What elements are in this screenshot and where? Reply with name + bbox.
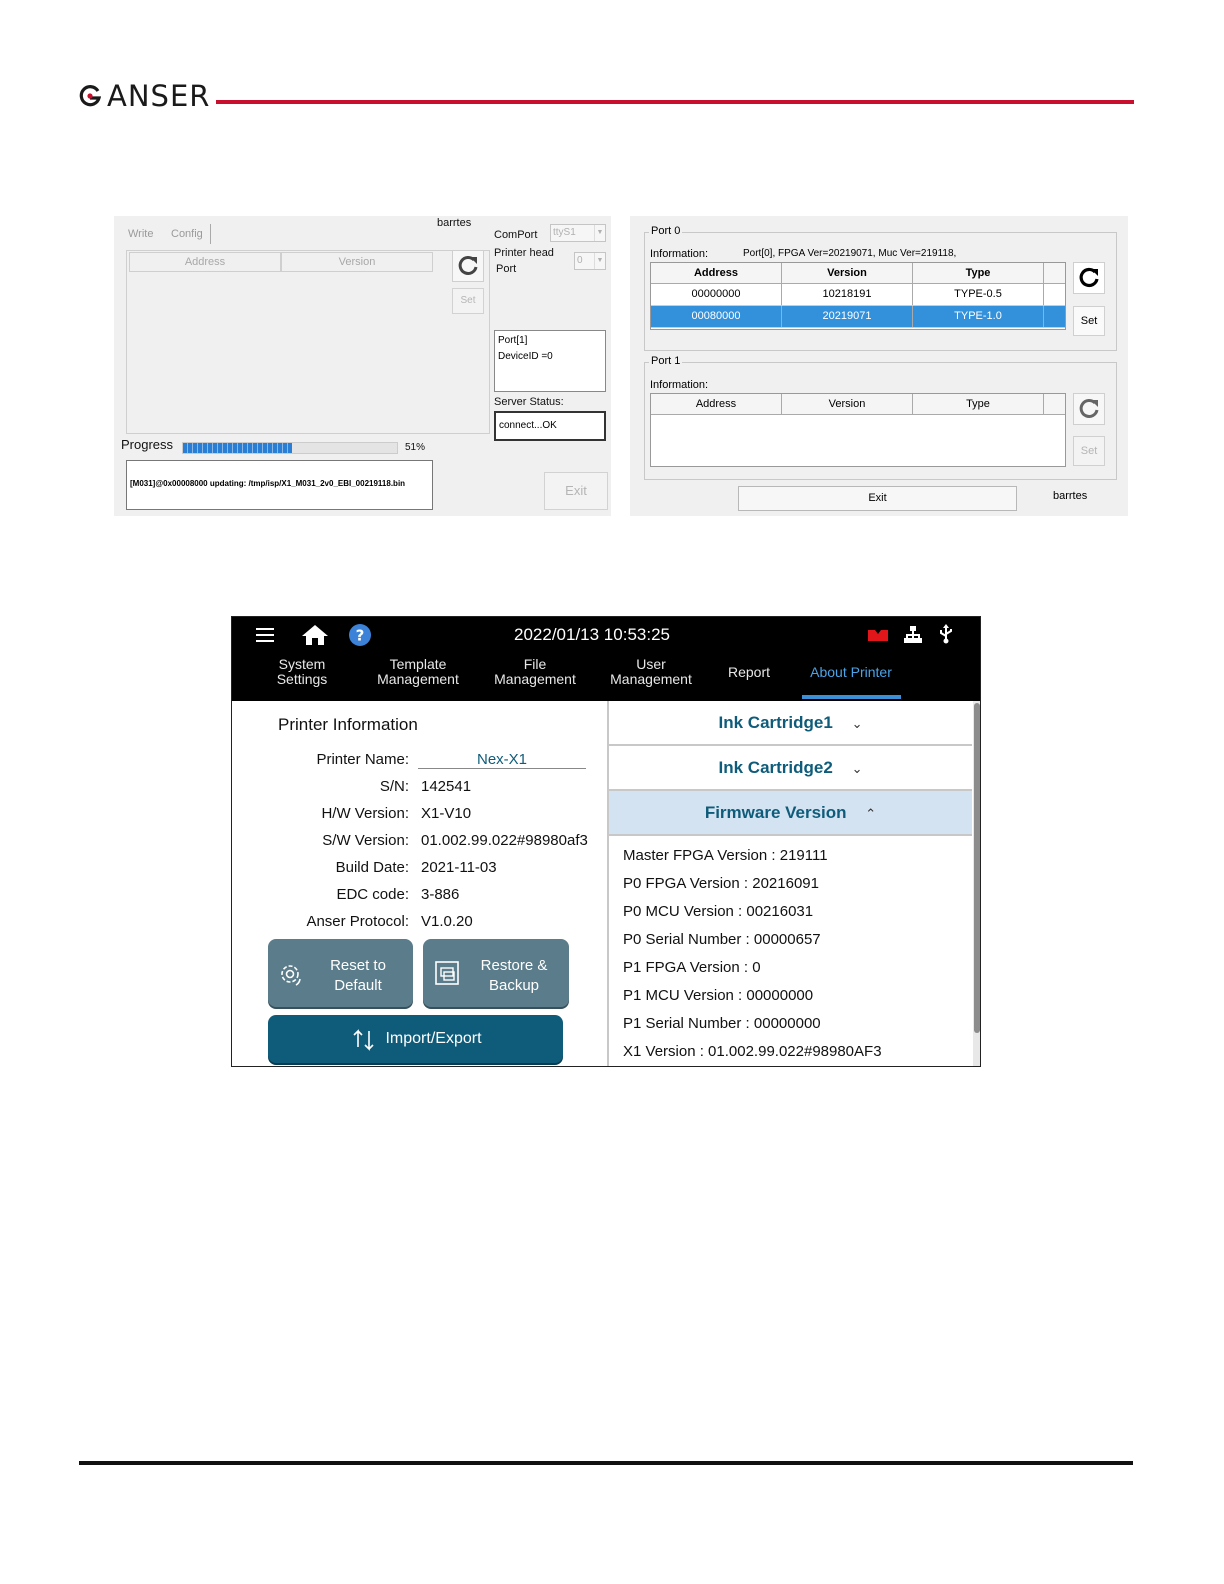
printer-info-pane <box>232 701 609 1067</box>
cell-version: 10218191 <box>782 284 913 305</box>
top-bar <box>232 617 981 701</box>
port1-table-header <box>651 394 1065 415</box>
accordion-title: Ink Cartridge2 <box>718 758 833 777</box>
comport-value: ttyS1 <box>553 227 576 238</box>
cell-address: 00080000 <box>651 306 782 327</box>
cell-version: 20219071 <box>782 306 913 327</box>
column-header-version[interactable]: Version <box>281 252 433 272</box>
header-rule <box>216 100 1134 104</box>
table-row[interactable] <box>651 284 1065 306</box>
reset-to-default-button[interactable] <box>268 939 413 1007</box>
progress-bar <box>182 442 398 454</box>
info-row <box>232 778 607 800</box>
usb-icon[interactable] <box>937 623 955 645</box>
info-key: S/N: <box>379 778 409 795</box>
nav-label: File <box>523 656 547 672</box>
anser-logo-icon <box>79 85 101 107</box>
ink-cartridge2-header[interactable] <box>609 746 972 791</box>
scrollbar[interactable] <box>973 701 981 1067</box>
brand-logo <box>79 80 210 112</box>
nav-label: Settings <box>276 671 328 687</box>
info-key: Printer Name: <box>316 751 409 768</box>
log-box <box>126 460 433 510</box>
refresh-icon <box>453 251 483 281</box>
cell-address: 00000000 <box>651 284 782 305</box>
info-row <box>232 886 607 908</box>
progress-percent: 51% <box>405 442 426 453</box>
firmware-line: P0 FPGA Version : 20216091 <box>623 875 819 892</box>
nav-label: Management <box>494 671 576 687</box>
column-header-type[interactable]: Type <box>913 263 1044 283</box>
column-header-address[interactable]: Address <box>651 394 782 414</box>
printhead-value: 0 <box>577 255 583 266</box>
details-pane <box>609 701 981 1067</box>
home-icon[interactable] <box>301 623 329 647</box>
port1-title: Port 1 <box>651 355 681 367</box>
port1-info-label: Information: <box>650 379 709 391</box>
info-value: 3-886 <box>421 886 460 903</box>
backup-icon <box>433 959 461 987</box>
nav-label: System <box>278 656 326 672</box>
printer-ui-screen <box>231 616 981 1067</box>
info-key: S/W Version: <box>322 832 409 849</box>
reset-gear-icon <box>276 959 308 989</box>
info-row <box>232 913 607 935</box>
server-status-box <box>494 411 606 441</box>
ink-cartridge1-header[interactable] <box>609 701 972 746</box>
device-id-line: DeviceID =0 <box>498 351 553 362</box>
printer-name-field[interactable]: Nex-X1 <box>418 751 586 769</box>
column-header-address[interactable]: Address <box>651 263 782 283</box>
button-label: Backup <box>488 977 540 994</box>
button-label: Import/Export <box>385 1030 482 1047</box>
footer-rule <box>79 1461 1133 1465</box>
nav-report[interactable] <box>720 665 778 680</box>
button-label: Default <box>334 977 382 994</box>
table-row-selected[interactable] <box>651 306 1065 328</box>
info-row-printer-name <box>232 751 607 773</box>
column-header-version[interactable]: Version <box>782 394 913 414</box>
svg-text:?: ? <box>355 626 365 645</box>
refresh-button[interactable] <box>452 250 484 282</box>
info-value: V1.0.20 <box>421 913 473 930</box>
user-label: barrtes <box>437 217 472 229</box>
cell-type: TYPE-1.0 <box>913 306 1044 327</box>
info-key: EDC code: <box>336 886 409 903</box>
port0-table <box>650 262 1066 330</box>
tab-divider <box>210 224 211 244</box>
log-text: [M031]@0x00008000 updating: /tmp/isp/X1_M031_2v0_EBI_00219118.bin <box>130 479 406 488</box>
tab-config[interactable]: Config <box>171 228 203 240</box>
port0-info-text: Port[0], FPGA Ver=20219071, Muc Ver=219118, <box>743 248 957 259</box>
nav-label: About Printer <box>810 664 892 680</box>
alert-icon[interactable] <box>867 627 889 643</box>
column-header-address[interactable]: Address <box>129 252 281 272</box>
info-value: X1-V10 <box>421 805 472 822</box>
brand-name: ANSER <box>107 79 211 113</box>
info-value: 01.002.99.022#98980af3 <box>421 832 588 849</box>
column-header-version[interactable]: Version <box>782 263 913 283</box>
scrollbar-thumb[interactable] <box>974 703 980 1033</box>
port0-title: Port 0 <box>651 225 681 237</box>
chevron-down-icon: ▼ <box>594 225 605 241</box>
firmware-line: P1 Serial Number : 00000000 <box>623 1015 821 1032</box>
nav-template-management[interactable] <box>370 657 466 687</box>
chevron-down-icon: ⌄ <box>851 716 863 731</box>
chevron-up-icon: ⌃ <box>865 806 877 821</box>
port1-set-button[interactable]: Set <box>1073 436 1105 466</box>
firmware-line: X1 Version : 01.002.99.022#98980AF3 <box>623 1043 882 1060</box>
comport-select[interactable] <box>550 224 606 242</box>
nav-user-management[interactable] <box>603 657 699 687</box>
firmware-line: P1 FPGA Version : 0 <box>623 959 761 976</box>
firmware-line: Master FPGA Version : 219111 <box>623 847 828 864</box>
nav-label: Management <box>377 671 459 687</box>
nav-label: User <box>636 656 666 672</box>
printhead-port-label: Port <box>496 263 517 275</box>
accordion-title: Firmware Version <box>704 803 847 822</box>
nav-system-settings[interactable] <box>267 657 337 687</box>
info-row <box>232 832 607 854</box>
port0-table-header <box>651 263 1065 284</box>
firmware-version-header[interactable] <box>609 791 972 836</box>
active-tab-indicator <box>802 695 901 699</box>
import-export-icon <box>349 1025 379 1053</box>
server-status-label: Server Status: <box>494 396 564 408</box>
info-row <box>232 805 607 827</box>
chevron-down-icon: ⌄ <box>851 761 863 776</box>
help-icon[interactable] <box>348 623 372 647</box>
port0-info-label: Information: <box>650 248 709 260</box>
isp-tool-window <box>114 216 611 516</box>
info-row <box>232 859 607 881</box>
nav-label: Template <box>389 656 447 672</box>
import-export-button[interactable] <box>268 1015 563 1063</box>
progress-fill <box>183 443 292 453</box>
server-status-value: connect...OK <box>499 420 557 431</box>
accordion-title: Ink Cartridge1 <box>718 713 833 732</box>
section-title: Printer Information <box>278 715 418 734</box>
refresh-icon <box>1074 394 1104 424</box>
port0-refresh-button[interactable] <box>1073 262 1105 294</box>
info-key: Anser Protocol: <box>306 913 409 930</box>
menu-icon[interactable] <box>255 626 275 644</box>
progress-label: Progress <box>121 437 174 452</box>
tab-write[interactable]: Write <box>128 228 154 240</box>
firmware-line: P0 MCU Version : 00216031 <box>623 903 814 920</box>
port0-set-button[interactable]: Set <box>1073 306 1105 336</box>
firmware-list[interactable] <box>126 250 490 434</box>
info-value: 142541 <box>421 778 472 795</box>
printhead-select[interactable] <box>574 252 606 270</box>
restore-backup-button[interactable] <box>423 939 569 1007</box>
exit-button[interactable]: Exit <box>544 472 608 510</box>
nav-label: Management <box>610 671 692 687</box>
exit-button[interactable]: Exit <box>738 486 1017 511</box>
firmware-line: P0 Serial Number : 00000657 <box>623 931 821 948</box>
datetime: 2022/01/13 10:53:25 <box>514 625 670 644</box>
info-value: 2021-11-03 <box>421 859 497 876</box>
button-label: Restore & <box>480 957 548 974</box>
button-label: Reset to <box>330 957 386 974</box>
device-port-line: Port[1] <box>498 335 528 346</box>
user-label: barrtes <box>1053 490 1088 502</box>
device-info-box <box>494 330 606 392</box>
info-key: H/W Version: <box>321 805 409 822</box>
comport-label: ComPort <box>494 229 538 241</box>
set-button[interactable]: Set <box>452 288 484 314</box>
printhead-label: Printer head <box>494 247 554 259</box>
refresh-icon <box>1074 263 1104 293</box>
port1-table <box>650 393 1066 467</box>
nav-file-management[interactable] <box>487 657 583 687</box>
nav-about-printer[interactable] <box>798 665 904 680</box>
port1-refresh-button[interactable] <box>1073 393 1105 425</box>
port-info-window <box>630 216 1128 516</box>
network-icon[interactable] <box>903 625 923 645</box>
info-key: Build Date: <box>335 859 409 876</box>
column-header-type[interactable]: Type <box>913 394 1044 414</box>
firmware-line: P1 MCU Version : 00000000 <box>623 987 814 1004</box>
nav-label: Report <box>727 664 771 680</box>
cell-type: TYPE-0.5 <box>913 284 1044 305</box>
chevron-down-icon: ▼ <box>594 253 605 269</box>
